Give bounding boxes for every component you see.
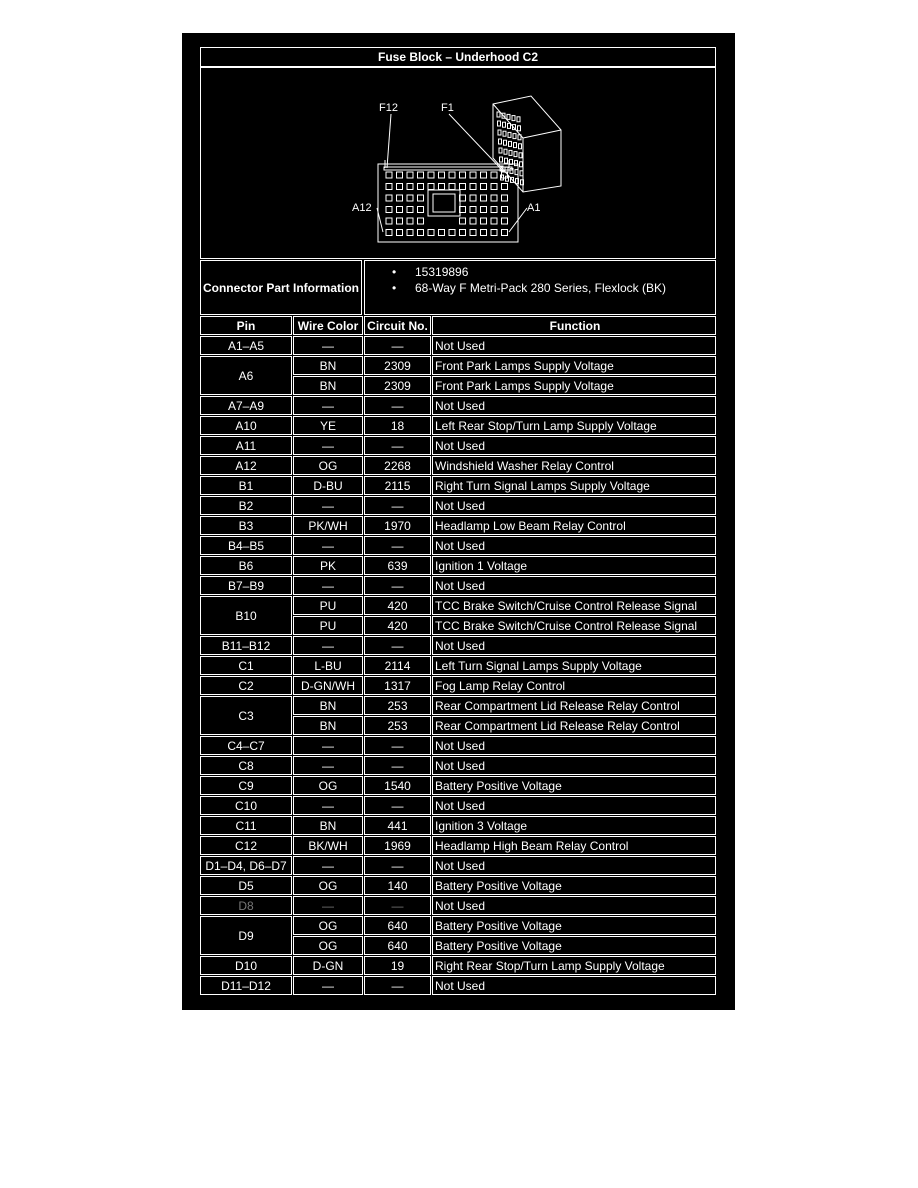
pin-cavity bbox=[491, 172, 497, 178]
pin-cell: C12 bbox=[200, 836, 292, 855]
pin-cell: B7–B9 bbox=[200, 576, 292, 595]
circuit-number-cell: 2115 bbox=[364, 476, 431, 495]
wire-color-cell: BN bbox=[293, 816, 363, 835]
circuit-number-cell: 639 bbox=[364, 556, 431, 575]
wire-color-cell: — bbox=[293, 976, 363, 995]
wire-color-cell: BN bbox=[293, 716, 363, 735]
pin-cell: A10 bbox=[200, 416, 292, 435]
iso-pin-cavity bbox=[518, 135, 521, 140]
iso-pin-cavity bbox=[508, 123, 511, 128]
function-cell: Battery Positive Voltage bbox=[432, 936, 716, 955]
circuit-number-cell: 2309 bbox=[364, 356, 431, 375]
wire-color-cell: — bbox=[293, 496, 363, 515]
circuit-number-cell: — bbox=[364, 976, 431, 995]
pin-cavity bbox=[386, 172, 392, 178]
pin-cell: A7–A9 bbox=[200, 396, 292, 415]
pin-cell: C9 bbox=[200, 776, 292, 795]
pin-cell: C1 bbox=[200, 656, 292, 675]
pin-cavity bbox=[386, 230, 392, 236]
label-a1: A1 bbox=[527, 202, 541, 214]
connector-description: • 68-Way F Metri-Pack 280 Series, Flexlock (BK) bbox=[365, 280, 715, 296]
function-cell: Windshield Washer Relay Control bbox=[432, 456, 716, 475]
pin-cell: C3 bbox=[200, 696, 292, 735]
pin-cavity bbox=[502, 230, 508, 236]
function-cell: Not Used bbox=[432, 896, 716, 915]
circuit-number-cell: 2309 bbox=[364, 376, 431, 395]
wire-color-cell: PK bbox=[293, 556, 363, 575]
wire-color-cell: — bbox=[293, 736, 363, 755]
pin-cavity bbox=[428, 184, 434, 190]
pin-cavity bbox=[491, 230, 497, 236]
function-cell: Rear Compartment Lid Release Relay Control bbox=[432, 716, 716, 735]
pin-cavity bbox=[386, 207, 392, 213]
header-function: Function bbox=[432, 316, 716, 335]
iso-pin-cavity bbox=[508, 132, 511, 137]
function-cell: Not Used bbox=[432, 736, 716, 755]
circuit-number-cell: 2114 bbox=[364, 656, 431, 675]
label-f1: F1 bbox=[441, 102, 454, 114]
iso-pin-cavity bbox=[507, 114, 510, 119]
iso-pin-cavity bbox=[514, 152, 517, 157]
function-cell: Right Turn Signal Lamps Supply Voltage bbox=[432, 476, 716, 495]
pin-cavity bbox=[481, 218, 487, 224]
pin-cavity bbox=[502, 207, 508, 213]
pin-cavity bbox=[449, 184, 455, 190]
circuit-number-cell: — bbox=[364, 636, 431, 655]
function-cell: Right Rear Stop/Turn Lamp Supply Voltage bbox=[432, 956, 716, 975]
iso-pin-cavity bbox=[505, 158, 508, 163]
wire-color-cell: — bbox=[293, 796, 363, 815]
function-cell: Rear Compartment Lid Release Relay Control bbox=[432, 696, 716, 715]
wire-color-cell: — bbox=[293, 856, 363, 875]
function-cell: Not Used bbox=[432, 436, 716, 455]
circuit-number-cell: — bbox=[364, 536, 431, 555]
function-cell: Ignition 3 Voltage bbox=[432, 816, 716, 835]
pin-cavity bbox=[502, 218, 508, 224]
function-cell: Not Used bbox=[432, 336, 716, 355]
wire-color-cell: — bbox=[293, 756, 363, 775]
connector-isometric-pins bbox=[497, 112, 524, 185]
pin-cell: D11–D12 bbox=[200, 976, 292, 995]
function-cell: Not Used bbox=[432, 976, 716, 995]
function-cell: Not Used bbox=[432, 756, 716, 775]
pin-cavity bbox=[481, 207, 487, 213]
circuit-number-cell: — bbox=[364, 436, 431, 455]
pin-cell: C8 bbox=[200, 756, 292, 775]
pin-cavity bbox=[418, 218, 424, 224]
pin-cell: B10 bbox=[200, 596, 292, 635]
pin-cell: D8 bbox=[200, 896, 292, 915]
circuit-number-cell: — bbox=[364, 576, 431, 595]
wire-color-cell: BN bbox=[293, 356, 363, 375]
pin-cavity bbox=[491, 207, 497, 213]
pin-cavity bbox=[449, 172, 455, 178]
wire-color-cell: — bbox=[293, 436, 363, 455]
pin-cavity bbox=[418, 207, 424, 213]
circuit-number-cell: 253 bbox=[364, 696, 431, 715]
circuit-number-cell: 441 bbox=[364, 816, 431, 835]
pin-cavity bbox=[407, 218, 413, 224]
connector-diagram bbox=[200, 67, 716, 259]
wire-color-cell: L-BU bbox=[293, 656, 363, 675]
iso-pin-cavity bbox=[515, 161, 518, 166]
iso-pin-cavity bbox=[503, 122, 506, 127]
pin-cavity bbox=[481, 230, 487, 236]
pin-cavity bbox=[460, 230, 466, 236]
function-cell: Not Used bbox=[432, 796, 716, 815]
pin-cavity bbox=[470, 207, 476, 213]
iso-pin-cavity bbox=[504, 149, 507, 154]
function-cell: Battery Positive Voltage bbox=[432, 916, 716, 935]
label-a12: A12 bbox=[352, 202, 372, 214]
wire-color-cell: BK/WH bbox=[293, 836, 363, 855]
pin-cavity bbox=[397, 230, 403, 236]
iso-pin-cavity bbox=[513, 134, 516, 139]
pin-cell: B3 bbox=[200, 516, 292, 535]
header-circuit-no: Circuit No. bbox=[364, 316, 431, 335]
wire-color-cell: OG bbox=[293, 776, 363, 795]
wire-color-cell: OG bbox=[293, 936, 363, 955]
pin-cavity bbox=[460, 218, 466, 224]
function-cell: Front Park Lamps Supply Voltage bbox=[432, 376, 716, 395]
connector-info-values bbox=[364, 260, 716, 315]
iso-pin-cavity bbox=[521, 180, 524, 185]
wire-color-cell: — bbox=[293, 576, 363, 595]
iso-pin-cavity bbox=[509, 150, 512, 155]
wire-color-cell: — bbox=[293, 396, 363, 415]
wire-color-cell: D-GN/WH bbox=[293, 676, 363, 695]
iso-pin-cavity bbox=[503, 131, 506, 136]
iso-pin-cavity bbox=[498, 130, 501, 135]
pin-cell: D1–D4, D6–D7 bbox=[200, 856, 292, 875]
wire-color-cell: PU bbox=[293, 616, 363, 635]
wire-color-cell: D-BU bbox=[293, 476, 363, 495]
pin-cavity bbox=[470, 218, 476, 224]
circuit-number-cell: — bbox=[364, 396, 431, 415]
pin-cavity bbox=[470, 195, 476, 201]
function-cell: Ignition 1 Voltage bbox=[432, 556, 716, 575]
pin-cell: B4–B5 bbox=[200, 536, 292, 555]
iso-pin-cavity bbox=[515, 170, 518, 175]
iso-pin-cavity bbox=[517, 117, 520, 122]
iso-pin-cavity bbox=[518, 126, 521, 131]
circuit-number-cell: — bbox=[364, 736, 431, 755]
circuit-number-cell: — bbox=[364, 336, 431, 355]
function-cell: Not Used bbox=[432, 536, 716, 555]
pin-cavity bbox=[407, 230, 413, 236]
pin-cavity bbox=[491, 184, 497, 190]
wire-color-cell: — bbox=[293, 336, 363, 355]
function-cell: Headlamp Low Beam Relay Control bbox=[432, 516, 716, 535]
pin-cavity bbox=[428, 172, 434, 178]
wire-color-cell: — bbox=[293, 636, 363, 655]
wire-color-cell: OG bbox=[293, 456, 363, 475]
pin-cell: A1–A5 bbox=[200, 336, 292, 355]
pin-cavity bbox=[418, 195, 424, 201]
circuit-number-cell: 18 bbox=[364, 416, 431, 435]
circuit-number-cell: — bbox=[364, 756, 431, 775]
circuit-number-cell: 253 bbox=[364, 716, 431, 735]
wire-color-cell: — bbox=[293, 536, 363, 555]
pin-cell: C2 bbox=[200, 676, 292, 695]
iso-pin-cavity bbox=[520, 162, 523, 167]
circuit-number-cell: 1970 bbox=[364, 516, 431, 535]
function-cell: Not Used bbox=[432, 576, 716, 595]
iso-pin-cavity bbox=[500, 157, 503, 162]
pin-cavity bbox=[491, 218, 497, 224]
pin-cavity bbox=[449, 230, 455, 236]
wire-color-cell: PU bbox=[293, 596, 363, 615]
pin-cell: A6 bbox=[200, 356, 292, 395]
connector-face bbox=[378, 160, 518, 242]
iso-pin-cavity bbox=[514, 143, 517, 148]
pin-cavity bbox=[397, 172, 403, 178]
function-cell: Not Used bbox=[432, 496, 716, 515]
pin-cavity bbox=[491, 195, 497, 201]
page-title: Fuse Block – Underhood C2 bbox=[200, 47, 716, 67]
pin-cell: D9 bbox=[200, 916, 292, 955]
circuit-number-cell: — bbox=[364, 496, 431, 515]
iso-pin-cavity bbox=[516, 179, 519, 184]
pin-cavity bbox=[397, 218, 403, 224]
iso-pin-cavity bbox=[512, 116, 515, 121]
pin-cavity bbox=[407, 184, 413, 190]
pin-cavity bbox=[428, 230, 434, 236]
iso-pin-cavity bbox=[497, 112, 500, 117]
pin-cell: C10 bbox=[200, 796, 292, 815]
wire-color-cell: BN bbox=[293, 696, 363, 715]
circuit-number-cell: 640 bbox=[364, 916, 431, 935]
iso-pin-cavity bbox=[499, 139, 502, 144]
iso-pin-cavity bbox=[499, 148, 502, 153]
pin-cell: C4–C7 bbox=[200, 736, 292, 755]
pin-cavity bbox=[386, 184, 392, 190]
circuit-number-cell: 2268 bbox=[364, 456, 431, 475]
function-cell: TCC Brake Switch/Cruise Control Release Signal bbox=[432, 596, 716, 615]
function-cell: Not Used bbox=[432, 856, 716, 875]
pin-cavity bbox=[439, 184, 445, 190]
pin-cell: A12 bbox=[200, 456, 292, 475]
pin-cell: B6 bbox=[200, 556, 292, 575]
function-cell: Left Rear Stop/Turn Lamp Supply Voltage bbox=[432, 416, 716, 435]
wire-color-cell: OG bbox=[293, 916, 363, 935]
connector-info-label: Connector Part Information bbox=[200, 260, 362, 315]
iso-pin-cavity bbox=[498, 121, 501, 126]
circuit-number-cell: 1540 bbox=[364, 776, 431, 795]
pin-cavity bbox=[407, 207, 413, 213]
connector-latch bbox=[428, 190, 460, 216]
wire-color-cell: D-GN bbox=[293, 956, 363, 975]
pin-cell: C11 bbox=[200, 816, 292, 835]
function-cell: Fog Lamp Relay Control bbox=[432, 676, 716, 695]
circuit-number-cell: 19 bbox=[364, 956, 431, 975]
pin-cavity bbox=[439, 172, 445, 178]
connector-illustration bbox=[201, 68, 717, 260]
pin-cavity bbox=[481, 195, 487, 201]
circuit-number-cell: — bbox=[364, 896, 431, 915]
iso-pin-cavity bbox=[520, 171, 523, 176]
pin-cavity bbox=[502, 195, 508, 201]
circuit-number-cell: 1317 bbox=[364, 676, 431, 695]
pin-cavity bbox=[460, 172, 466, 178]
circuit-number-cell: — bbox=[364, 856, 431, 875]
pin-cavity bbox=[397, 184, 403, 190]
pin-cavity bbox=[460, 184, 466, 190]
connector-part-number: • 15319896 bbox=[365, 264, 715, 280]
pin-cell: B1 bbox=[200, 476, 292, 495]
wire-color-cell: PK/WH bbox=[293, 516, 363, 535]
function-cell: Headlamp High Beam Relay Control bbox=[432, 836, 716, 855]
header-pin: Pin bbox=[200, 316, 292, 335]
pin-cavity bbox=[502, 184, 508, 190]
iso-pin-cavity bbox=[504, 140, 507, 145]
iso-pin-cavity bbox=[519, 153, 522, 158]
pin-cavity bbox=[397, 207, 403, 213]
function-cell: Front Park Lamps Supply Voltage bbox=[432, 356, 716, 375]
pin-cavity bbox=[407, 172, 413, 178]
function-cell: Not Used bbox=[432, 636, 716, 655]
pin-cell: B11–B12 bbox=[200, 636, 292, 655]
circuit-number-cell: 140 bbox=[364, 876, 431, 895]
circuit-number-cell: 1969 bbox=[364, 836, 431, 855]
iso-pin-cavity bbox=[509, 141, 512, 146]
pin-cell: D10 bbox=[200, 956, 292, 975]
pin-cavity bbox=[386, 195, 392, 201]
leader-f1 bbox=[449, 114, 504, 172]
pin-cavity bbox=[418, 172, 424, 178]
wire-color-cell: — bbox=[293, 896, 363, 915]
label-f12: F12 bbox=[379, 102, 398, 114]
pin-cavity bbox=[481, 172, 487, 178]
pin-cavity bbox=[439, 230, 445, 236]
function-cell: Battery Positive Voltage bbox=[432, 876, 716, 895]
pin-cavity bbox=[470, 172, 476, 178]
pin-cavity bbox=[418, 184, 424, 190]
function-cell: Not Used bbox=[432, 396, 716, 415]
pin-cell: D5 bbox=[200, 876, 292, 895]
wire-color-cell: BN bbox=[293, 376, 363, 395]
iso-pin-cavity bbox=[519, 144, 522, 149]
pin-cavity bbox=[481, 184, 487, 190]
pin-cavity bbox=[407, 195, 413, 201]
circuit-number-cell: 640 bbox=[364, 936, 431, 955]
circuit-number-cell: — bbox=[364, 796, 431, 815]
leader-f12 bbox=[387, 114, 391, 168]
pin-cavity bbox=[418, 230, 424, 236]
wire-color-cell: YE bbox=[293, 416, 363, 435]
function-cell: Battery Positive Voltage bbox=[432, 776, 716, 795]
circuit-number-cell: 420 bbox=[364, 616, 431, 635]
header-wire-color: Wire Color bbox=[293, 316, 363, 335]
pin-cell: A11 bbox=[200, 436, 292, 455]
pin-cavity bbox=[397, 195, 403, 201]
function-cell: TCC Brake Switch/Cruise Control Release Signal bbox=[432, 616, 716, 635]
circuit-number-cell: 420 bbox=[364, 596, 431, 615]
wire-color-cell: OG bbox=[293, 876, 363, 895]
pin-cavity bbox=[386, 218, 392, 224]
pin-cavity bbox=[470, 184, 476, 190]
function-cell: Left Turn Signal Lamps Supply Voltage bbox=[432, 656, 716, 675]
pin-cell: B2 bbox=[200, 496, 292, 515]
pin-cavity bbox=[470, 230, 476, 236]
